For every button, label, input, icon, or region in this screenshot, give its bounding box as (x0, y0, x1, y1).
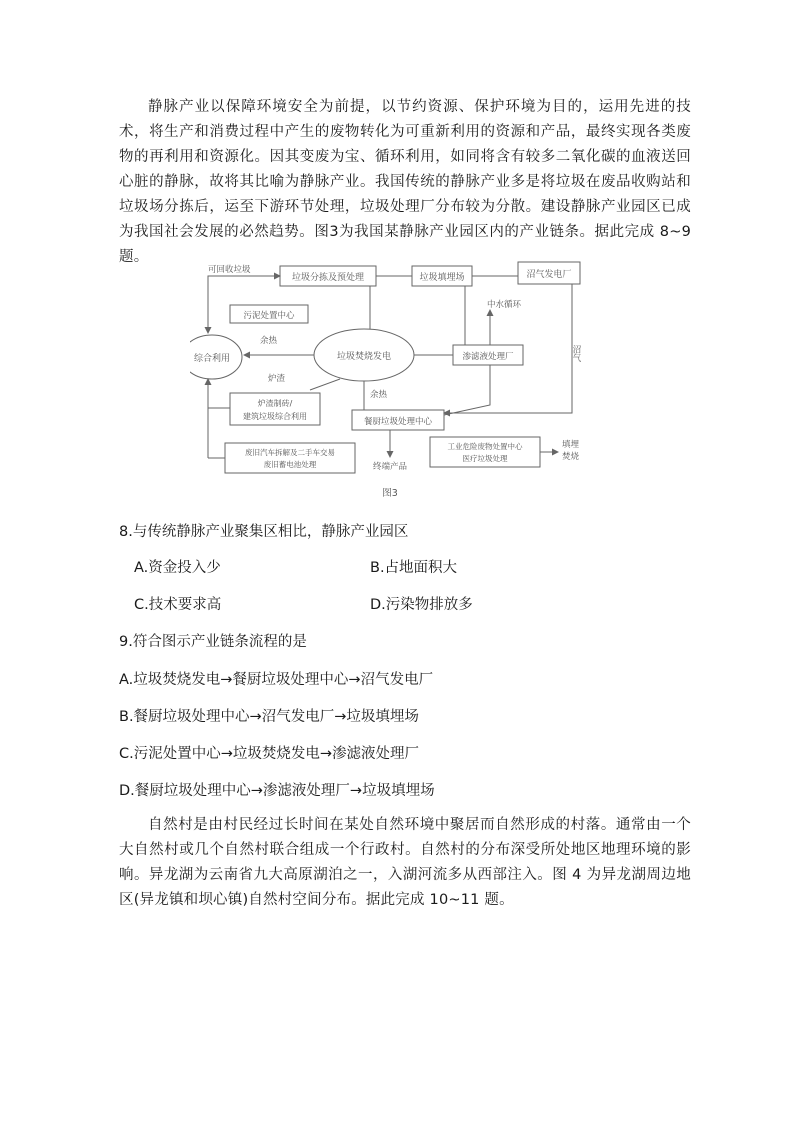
question-9-option-d: D.餐厨垃圾处理中心→渗滤液处理厂→垃圾填埋场 (119, 783, 435, 799)
node-landfill-burn-line2: 焚烧 (562, 452, 580, 462)
question-8-option-b: B.占地面积大 (370, 560, 458, 576)
node-hazard-line2: 医疗垃圾处理 (462, 454, 508, 463)
label-waste-heat-2: 余热 (370, 390, 388, 400)
node-landfill: 垃圾填埋场 (419, 273, 465, 283)
node-reuse: 综合利用 (193, 354, 231, 364)
node-sludge: 污泥处置中心 (243, 311, 295, 321)
question-9-option-a: A.垃圾焚烧发电→餐厨垃圾处理中心→沼气发电厂 (119, 672, 434, 688)
question-8-stem: 8.与传统静脉产业聚集区相比，静脉产业园区 (119, 524, 409, 540)
industry-chain-figure (190, 255, 590, 505)
node-car-line2: 废旧蓄电池处理 (263, 460, 317, 469)
node-biogas: 沼气发电厂 (526, 270, 572, 280)
node-ash-bricks-line2: 建筑垃圾综合利用 (243, 412, 307, 421)
node-hazard-line1: 工业危险废物处置中心 (447, 442, 523, 451)
question-9-option-c: C.污泥处置中心→垃圾焚烧发电→渗滤液处理厂 (119, 746, 420, 762)
node-leachate: 渗滤液处理厂 (462, 352, 514, 362)
question-8-option-d: D.污染物排放多 (370, 597, 473, 613)
question-9-stem: 9.符合图示产业链条流程的是 (119, 634, 307, 650)
label-biogas-gas: 沼气 (571, 345, 581, 362)
node-water-cycle: 中水循环 (486, 300, 522, 310)
industry-chain-diagram (190, 255, 590, 505)
question-8-option-c: C.技术要求高 (134, 597, 222, 613)
question-8-option-a: A.资金投入少 (134, 560, 221, 576)
question-9-option-b: B.餐厨垃圾处理中心→沼气发电厂→垃圾填埋场 (119, 709, 419, 725)
node-incineration: 垃圾焚烧发电 (336, 352, 392, 362)
label-slag: 炉渣 (268, 374, 286, 384)
node-end-product: 终端产品 (372, 462, 408, 472)
figure-caption: 图3 (382, 488, 398, 499)
node-landfill-burn-line1: 填埋 (562, 440, 580, 450)
label-recyclable: 可回收垃圾 (208, 265, 251, 275)
node-car-line1: 废旧汽车拆解及二手车交易 (245, 448, 335, 457)
node-sorting: 垃圾分拣及预处理 (291, 273, 365, 283)
intro-paragraph: 静脉产业以保障环境安全为前提，以节约资源、保护环境为目的，运用先进的技术，将生产和消费过程中产生的废物转化为可重新利用的资源和产品，最终实现各类废物的再利用和资源化。因其变废为宝、循环利用，如同将含有较多二氧化碳的血液送回心脏的静脉，故将其比喻为静脉产业。我国传统的静脉产业多是将垃圾在废品收购站和垃圾场分拣后，运至下游环节处理，垃圾处理厂分布较为分散。建设静脉产业园区已成为我国社会发展的必然趋势。图3为我国某静脉产业园区内的产业链条。据此完成 8~9 题。 (119, 99, 691, 265)
node-ash-bricks-line1: 炉渣制砖/ (257, 399, 293, 408)
node-kitchen: 餐厨垃圾处理中心 (363, 417, 433, 427)
label-waste-heat-1: 余热 (260, 336, 278, 346)
second-paragraph: 自然村是由村民经过长时间在某处自然环境中聚居而自然形成的村落。通常由一个大自然村或几个自然村联合组成一个行政村。自然村的分布深受所处地区地理环境的影响。异龙湖为云南省九大高原湖泊之一，入湖河流多从西部注入。图 4 为异龙湖周边地区(异龙镇和坝心镇)自然村空间分布。据此完成 10~11 题。 (119, 817, 691, 908)
